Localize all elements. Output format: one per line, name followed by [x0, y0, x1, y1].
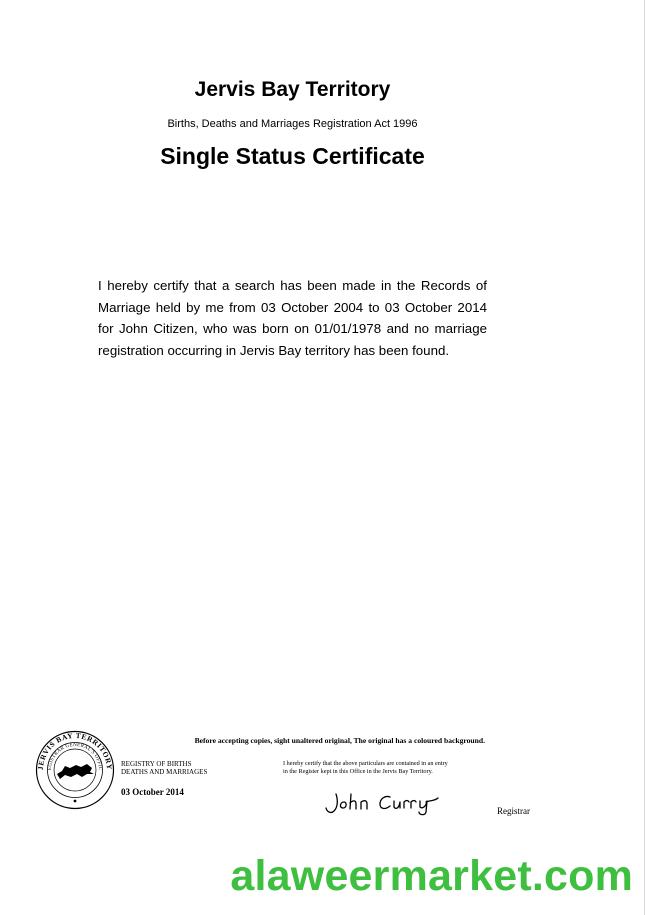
registry-line-2: DEATHS AND MARRIAGES: [121, 768, 208, 776]
act-subtitle: Births, Deaths and Marriages Registration Act 1996: [167, 118, 418, 130]
registry-seal: [35, 730, 115, 810]
original-warning: Before accepting copies, sight unaltered original, The original has a coloured background.: [194, 736, 485, 745]
registrar-label: Registrar: [497, 806, 530, 816]
registry-line-1: REGISTRY OF BIRTHS: [121, 760, 192, 768]
issue-date: 03 October 2014: [121, 787, 184, 797]
seal-outer-text: JERVIS BAY TERRITORY: [35, 730, 115, 771]
territory-title: Jervis Bay Territory: [194, 78, 391, 101]
seal-inner-text: EGISTRAR GENERAL'S OFFIC: [47, 742, 103, 771]
registry-name: [121, 760, 207, 776]
territory-map-icon: [57, 764, 94, 779]
watermark-text: alaweermarket.com: [230, 852, 633, 900]
certificate-title: Single Status Certificate: [160, 143, 425, 169]
register-certification-line-2: in the Register kept in this Office in the Jervis Bay Territory.: [283, 767, 433, 775]
registrar-signature: [322, 788, 444, 816]
register-certification-line-1: I hereby certify that the above particulars are contained in an entry: [283, 760, 448, 767]
certification-statement: I hereby certify that a search has been made in the Records of Marriage held by me from 03 October 2004 to 03 October 2014 for John Citizen, who was born on 01/01/1978 and no marriage registration occurring in Jervis Bay territory has been found.: [98, 278, 487, 358]
register-certification: [283, 760, 483, 775]
